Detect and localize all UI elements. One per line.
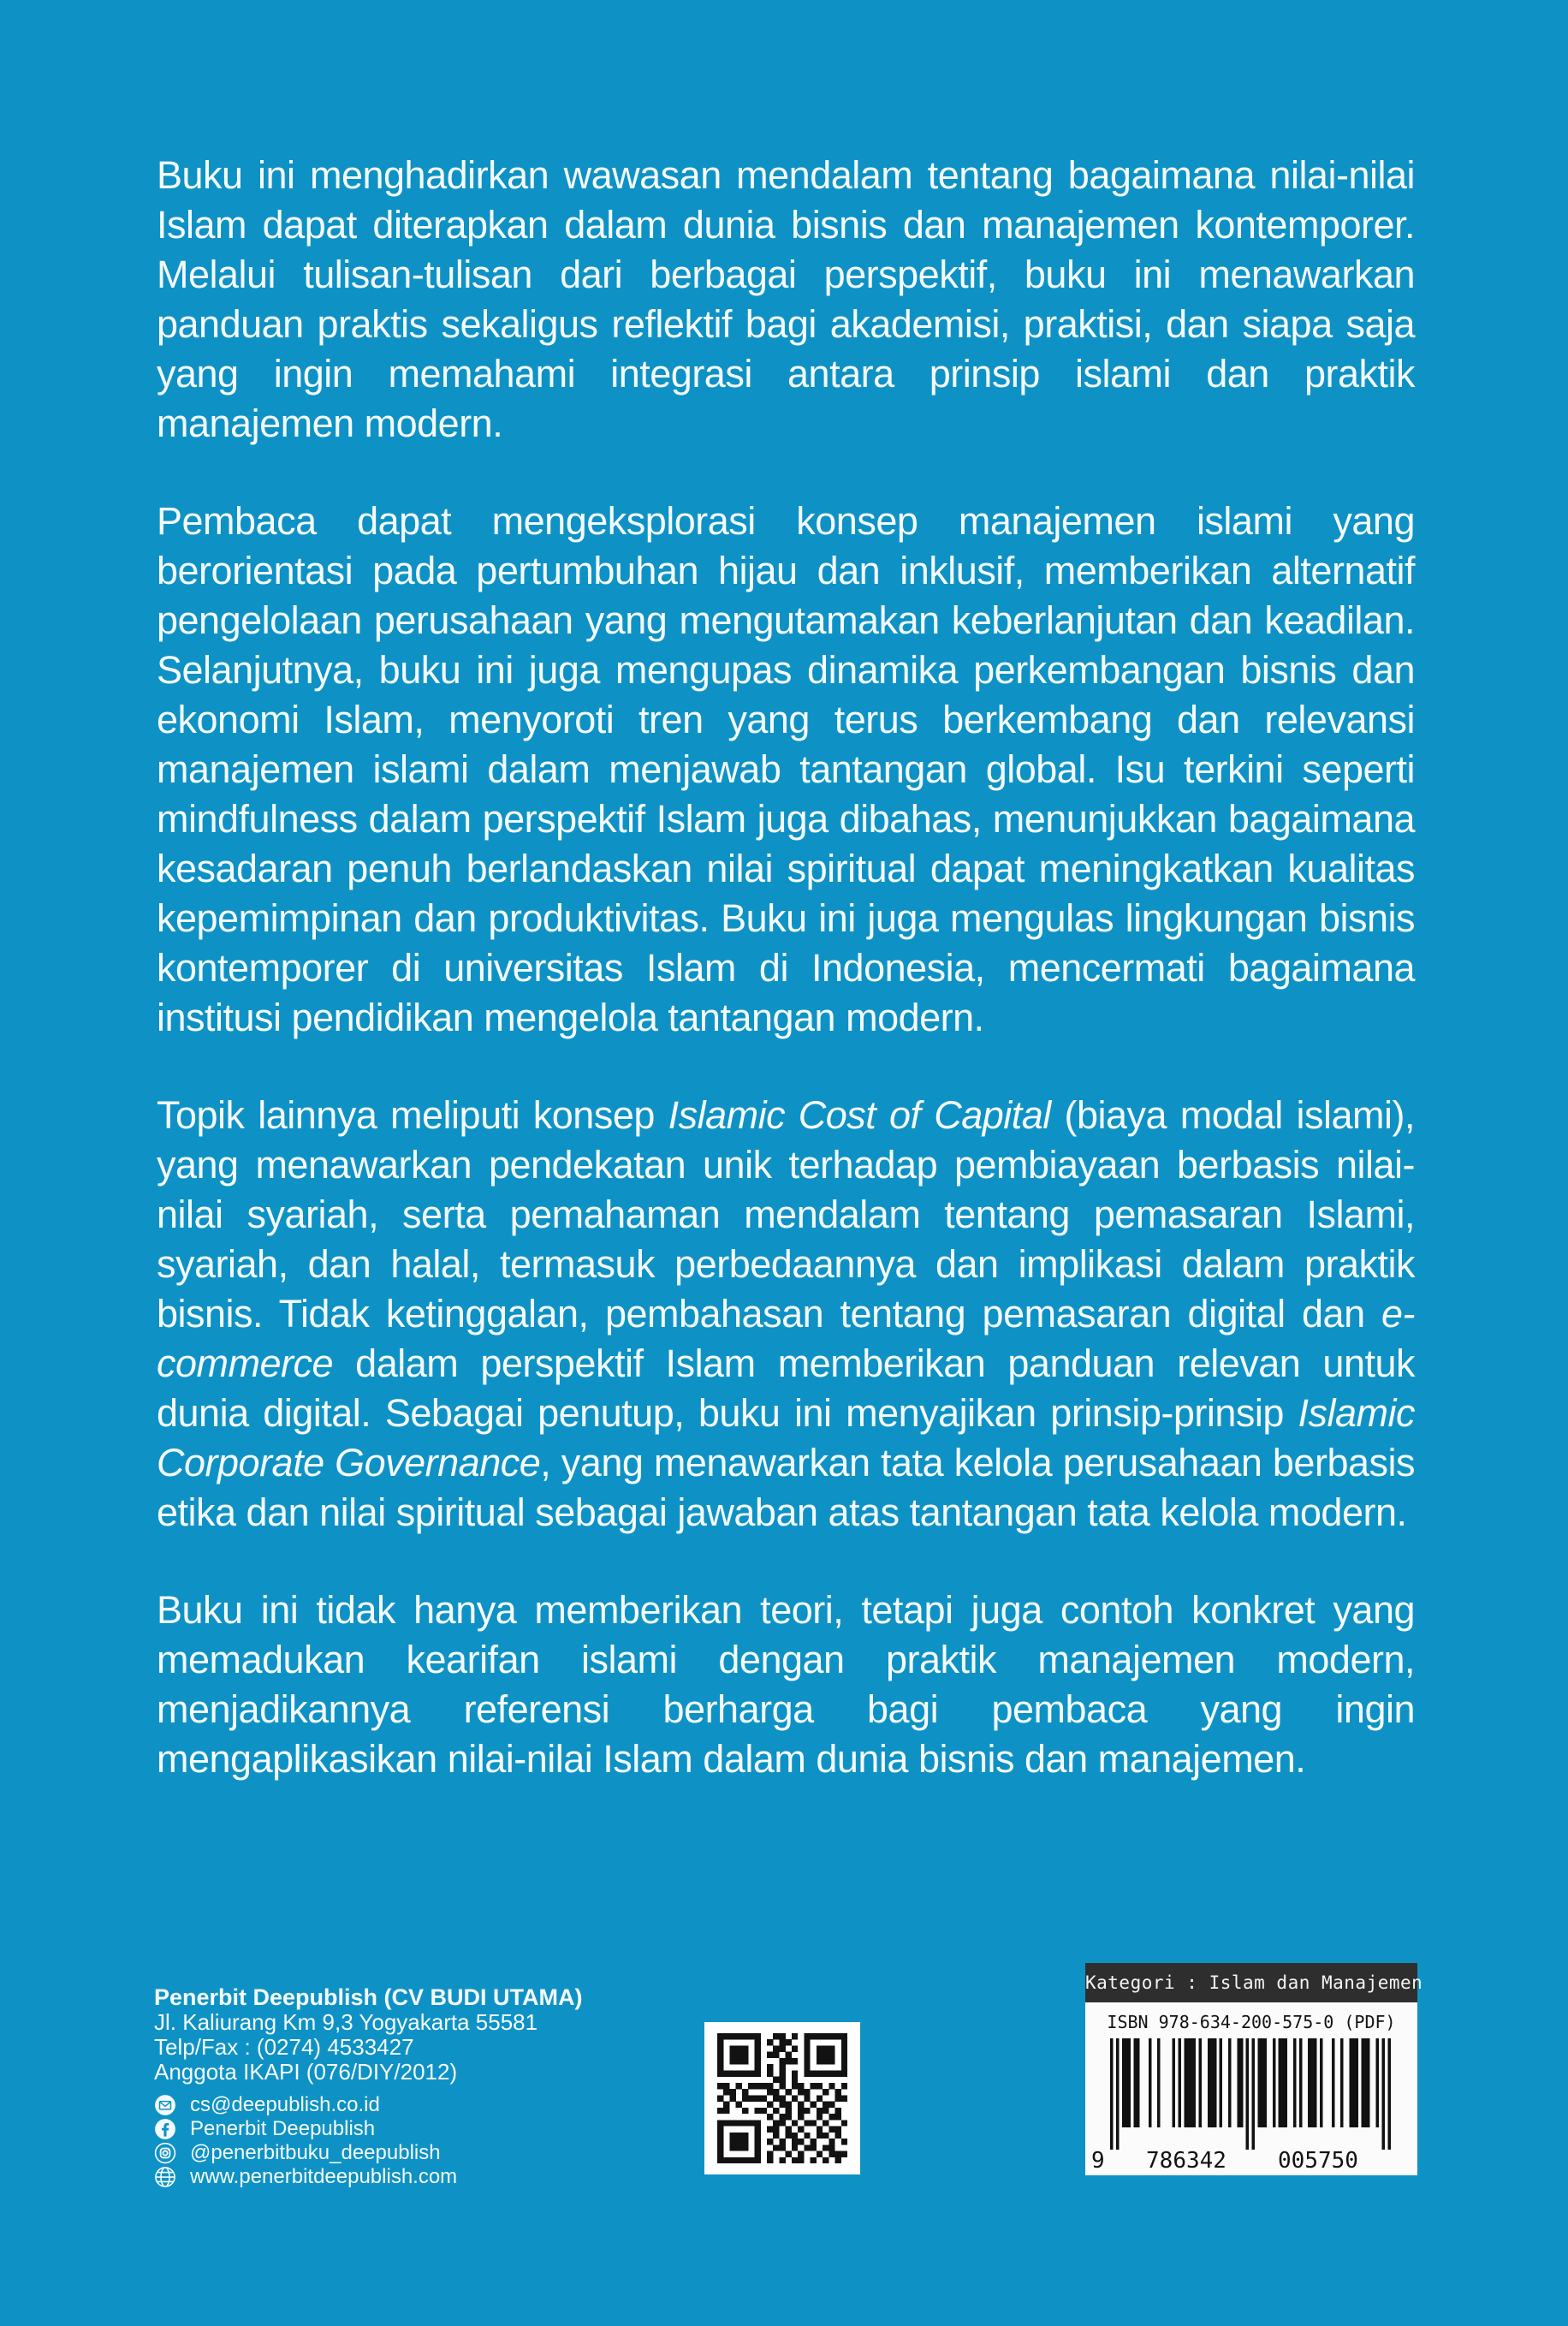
contact-website-text: www.penerbitdeepublish.com	[190, 2165, 458, 2188]
contact-email	[154, 2093, 702, 2116]
publisher-name: Penerbit Deepublish (CV BUDI UTAMA)	[154, 1984, 583, 2010]
synopsis-paragraph-3: Topik lainnya meliputi konsep Islamic Cost of Capital (biaya modal islami), yang menawarkan pendekatan unik terhadap pembiayaan berbasis nilai-nilai syariah, serta pemahaman mendalam tentang pemasaran Islami, syariah, dan halal, termasuk perbedaannya dan implikasi dalam praktik bisnis. Tidak ketinggalan, pembahasan tentang pemasaran digital dan e-commerce dalam perspektif Islam memberikan panduan relevan untuk dunia digital. Sebagai penutup, buku ini menyajikan prinsip-prinsip Islamic Corporate Governance, yang menawarkan tata kelola perusahaan berbasis etika dan nilai spiritual sebagai jawaban atas tantangan tata kelola modern.	[157, 1093, 1416, 1534]
barcode-bars	[1110, 2038, 1393, 2150]
contact-facebook	[154, 2117, 702, 2140]
contact-list	[154, 2093, 702, 2188]
contact-instagram-text: @penerbitbuku_deepublish	[190, 2141, 441, 2164]
publisher-membership: Anggota IKAPI (076/DIY/2012)	[154, 2059, 458, 2085]
barcode-digit-group-2: 786342	[1146, 2148, 1226, 2174]
isbn-barcode-block	[1085, 1963, 1423, 2175]
isbn-barcode	[1085, 2002, 1417, 2175]
synopsis-paragraph-2: Pembaca dapat mengeksplorasi konsep manajemen islami yang berorientasi pada pertumbuhan hijau dan inklusif, memberikan alternatif pengelolaan perusahaan yang mengutamakan keberlanjutan dan keadilan. Selanjutnya, buku ini juga mengupas dinamika perkembangan bisnis dan ekonomi Islam, menyoroti tren yang terus berkembang dan relevansi manajemen islami dalam menjawab tantangan global. Isu terkini seperti mindfulness dalam perspektif Islam juga dibahas, menunjukkan bagaimana kesadaran penuh berlandaskan nilai spiritual dapat meningkatkan kualitas kepemimpinan dan produktivitas. Buku ini juga mengulas lingkungan bisnis kontemporer di universitas Islam di Indonesia, mencermati bagaimana institusi pendidikan mengelola tantangan modern.	[157, 499, 1415, 1039]
isbn-text: ISBN 978-634-200-575-0 (PDF)	[1107, 2012, 1396, 2032]
publisher-address: Jl. Kaliurang Km 9,3 Yogyakarta 55581	[154, 2009, 538, 2035]
synopsis-paragraph-4: Buku ini tidak hanya memberikan teori, tetapi juga contoh konkret yang memadukan kearifan islami dengan praktik manajemen modern, menjadikannya referensi berharga bagi pembaca yang ingin mengaplikasikan nilai-nilai Islam dalam dunia bisnis dan manajemen.	[157, 1588, 1415, 1781]
publisher-phone: Telp/Fax : (0274) 4533427	[154, 2034, 414, 2060]
facebook-icon	[154, 2118, 176, 2140]
email-icon	[154, 2094, 176, 2116]
contact-facebook-text: Penerbit Deepublish	[190, 2117, 376, 2140]
barcode-digit-group-1: 9	[1091, 2148, 1105, 2174]
publisher-info	[154, 1984, 702, 2189]
contact-website	[154, 2165, 702, 2188]
synopsis-paragraph-1: Buku ini menghadirkan wawasan mendalam tentang bagaimana nilai-nilai Islam dapat diterapkan dalam dunia bisnis dan manajemen kontemporer. Melalui tulisan-tulisan dari berbagai perspektif, buku ini menawarkan panduan praktis sekaligus reflektif bagi akademisi, praktisi, dan siapa saja yang ingin memahami integrasi antara prinsip islami dan praktik manajemen modern.	[157, 153, 1415, 445]
barcode-digit-group-3: 005750	[1278, 2148, 1358, 2174]
qr-code	[704, 2022, 860, 2174]
category-label: Kategori : Islam dan Manajemen	[1085, 1963, 1417, 2002]
globe-icon	[154, 2166, 176, 2188]
contact-instagram	[154, 2141, 702, 2164]
synopsis-text-block	[157, 151, 1415, 1832]
instagram-icon	[154, 2142, 176, 2164]
contact-email-text: cs@deepublish.co.id	[190, 2093, 380, 2116]
